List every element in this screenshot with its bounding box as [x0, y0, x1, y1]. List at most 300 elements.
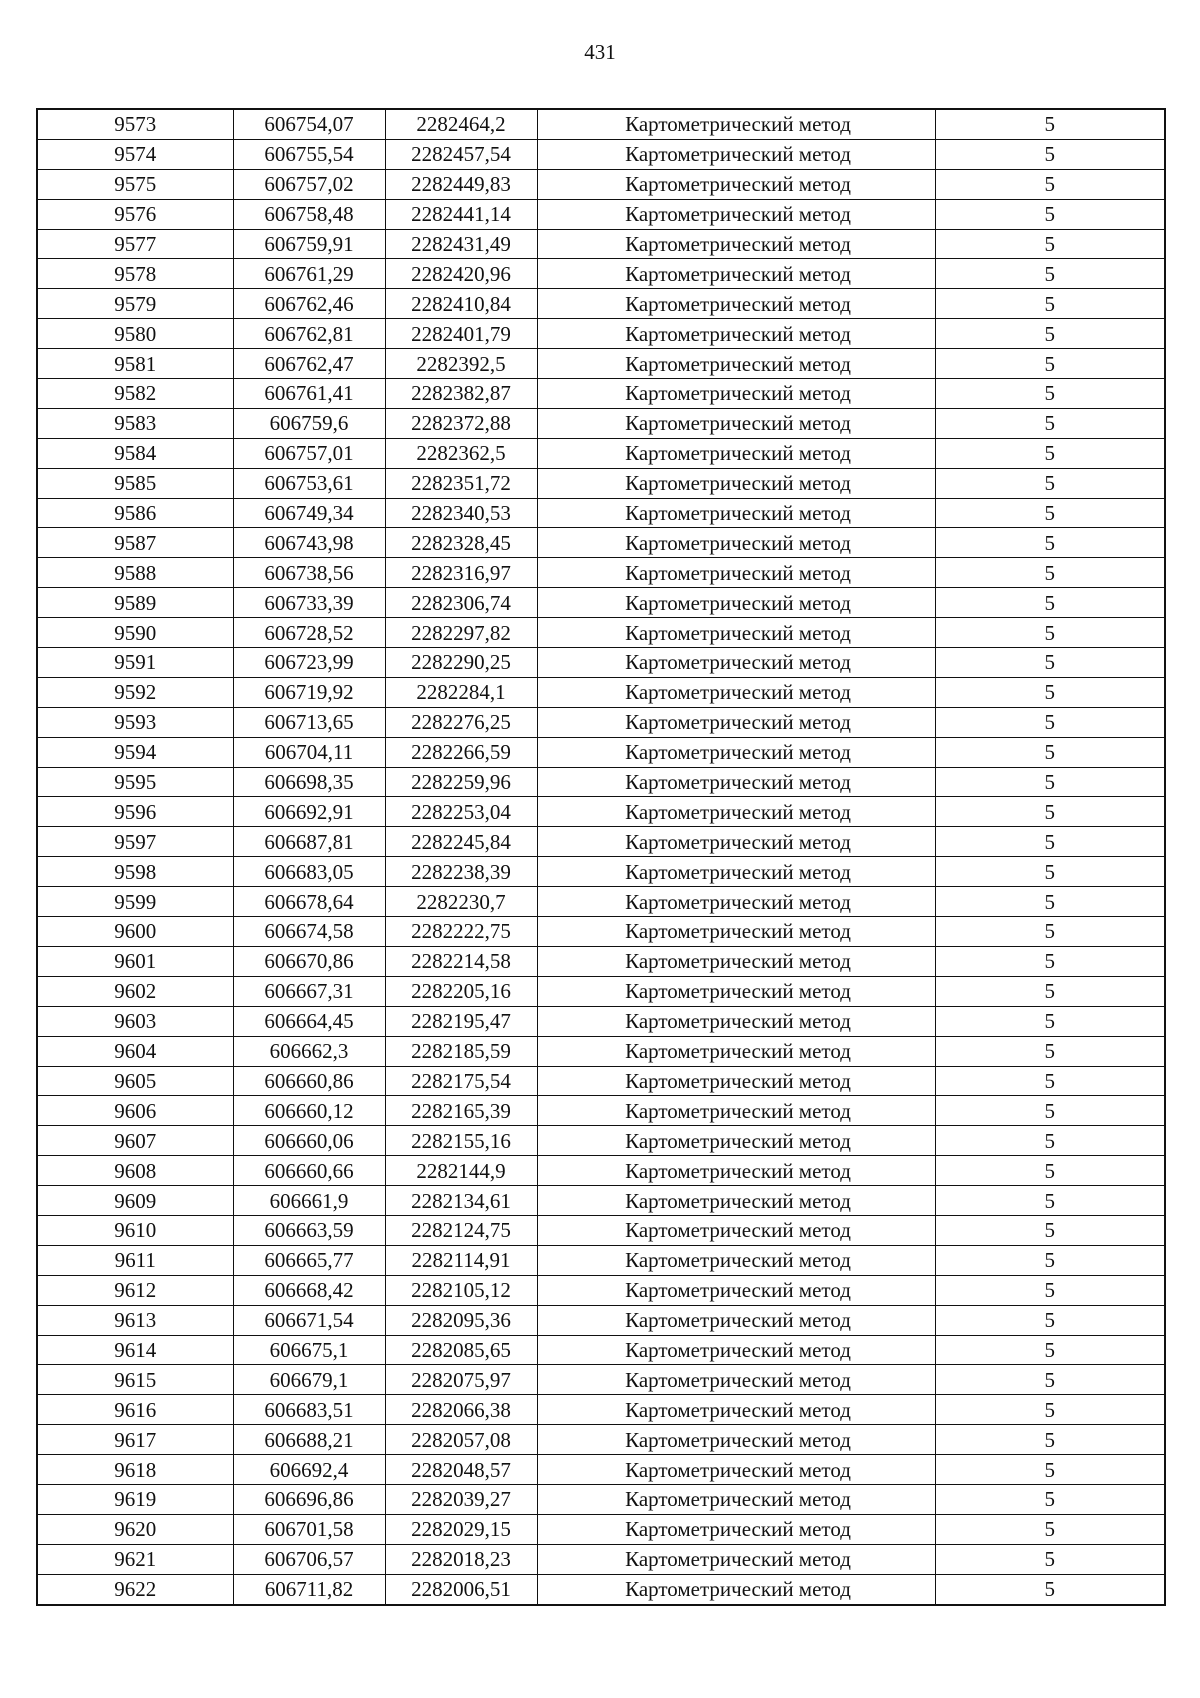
table-row	[37, 1395, 1165, 1425]
cell-coord-x: 606723,99	[233, 648, 385, 678]
cell-coord-y: 2282328,45	[385, 528, 537, 558]
cell-method: Картометрический метод	[537, 797, 935, 827]
cell-accuracy: 5	[935, 946, 1165, 976]
cell-point-number: 9582	[37, 379, 233, 409]
cell-accuracy: 5	[935, 588, 1165, 618]
cell-method: Картометрический метод	[537, 1006, 935, 1036]
cell-point-number: 9601	[37, 946, 233, 976]
cell-coord-y: 2282124,75	[385, 1215, 537, 1245]
cell-point-number: 9621	[37, 1544, 233, 1574]
cell-coord-y: 2282266,59	[385, 737, 537, 767]
cell-point-number: 9589	[37, 588, 233, 618]
cell-coord-y: 2282410,84	[385, 289, 537, 319]
cell-accuracy: 5	[935, 887, 1165, 917]
table-row	[37, 1484, 1165, 1514]
cell-coord-x: 606696,86	[233, 1484, 385, 1514]
cell-method: Картометрический метод	[537, 1036, 935, 1066]
table-row	[37, 797, 1165, 827]
cell-method: Картометрический метод	[537, 169, 935, 199]
cell-accuracy: 5	[935, 1096, 1165, 1126]
cell-accuracy: 5	[935, 109, 1165, 139]
cell-method: Картометрический метод	[537, 887, 935, 917]
cell-coord-x: 606759,6	[233, 408, 385, 438]
table-row	[37, 1365, 1165, 1395]
cell-method: Картометрический метод	[537, 677, 935, 707]
table-row	[37, 618, 1165, 648]
cell-coord-y: 2282175,54	[385, 1066, 537, 1096]
coordinates-table	[36, 108, 1166, 1606]
cell-method: Картометрический метод	[537, 737, 935, 767]
cell-method: Картометрический метод	[537, 229, 935, 259]
cell-point-number: 9590	[37, 618, 233, 648]
cell-coord-x: 606660,66	[233, 1156, 385, 1186]
cell-coord-y: 2282205,16	[385, 976, 537, 1006]
cell-coord-x: 606668,42	[233, 1275, 385, 1305]
cell-coord-x: 606762,81	[233, 319, 385, 349]
cell-point-number: 9594	[37, 737, 233, 767]
table-row	[37, 1006, 1165, 1036]
cell-coord-x: 606687,81	[233, 827, 385, 857]
cell-coord-x: 606753,61	[233, 468, 385, 498]
table-row	[37, 827, 1165, 857]
cell-coord-y: 2282392,5	[385, 349, 537, 379]
cell-method: Картометрический метод	[537, 1305, 935, 1335]
table-row	[37, 408, 1165, 438]
table-row	[37, 1425, 1165, 1455]
cell-coord-x: 606719,92	[233, 677, 385, 707]
table-row	[37, 259, 1165, 289]
cell-point-number: 9602	[37, 976, 233, 1006]
cell-coord-y: 2282114,91	[385, 1245, 537, 1275]
cell-coord-x: 606663,59	[233, 1215, 385, 1245]
cell-coord-y: 2282362,5	[385, 438, 537, 468]
cell-coord-y: 2282316,97	[385, 558, 537, 588]
cell-point-number: 9586	[37, 498, 233, 528]
table-row	[37, 349, 1165, 379]
table-row	[37, 1126, 1165, 1156]
cell-point-number: 9576	[37, 199, 233, 229]
cell-accuracy: 5	[935, 349, 1165, 379]
cell-method: Картометрический метод	[537, 588, 935, 618]
cell-coord-x: 606743,98	[233, 528, 385, 558]
cell-coord-x: 606675,1	[233, 1335, 385, 1365]
cell-point-number: 9580	[37, 319, 233, 349]
cell-point-number: 9599	[37, 887, 233, 917]
cell-accuracy: 5	[935, 1425, 1165, 1455]
cell-method: Картометрический метод	[537, 438, 935, 468]
cell-method: Картометрический метод	[537, 558, 935, 588]
table-row	[37, 677, 1165, 707]
cell-coord-y: 2282253,04	[385, 797, 537, 827]
cell-coord-y: 2282048,57	[385, 1455, 537, 1485]
table-row	[37, 558, 1165, 588]
cell-point-number: 9595	[37, 767, 233, 797]
cell-coord-y: 2282018,23	[385, 1544, 537, 1574]
cell-point-number: 9574	[37, 139, 233, 169]
table-row	[37, 1544, 1165, 1574]
cell-coord-y: 2282230,7	[385, 887, 537, 917]
cell-accuracy: 5	[935, 648, 1165, 678]
cell-method: Картометрический метод	[537, 1275, 935, 1305]
cell-method: Картометрический метод	[537, 857, 935, 887]
cell-accuracy: 5	[935, 259, 1165, 289]
cell-accuracy: 5	[935, 1484, 1165, 1514]
cell-coord-x: 606683,05	[233, 857, 385, 887]
cell-point-number: 9598	[37, 857, 233, 887]
cell-method: Картометрический метод	[537, 1425, 935, 1455]
table-row	[37, 438, 1165, 468]
cell-coord-x: 606711,82	[233, 1574, 385, 1604]
cell-point-number: 9616	[37, 1395, 233, 1425]
cell-point-number: 9609	[37, 1186, 233, 1216]
cell-method: Картометрический метод	[537, 1126, 935, 1156]
cell-coord-y: 2282075,97	[385, 1365, 537, 1395]
cell-coord-y: 2282449,83	[385, 169, 537, 199]
cell-coord-x: 606688,21	[233, 1425, 385, 1455]
cell-coord-x: 606701,58	[233, 1514, 385, 1544]
cell-coord-y: 2282401,79	[385, 319, 537, 349]
cell-accuracy: 5	[935, 468, 1165, 498]
table-row	[37, 1245, 1165, 1275]
cell-point-number: 9607	[37, 1126, 233, 1156]
cell-point-number: 9597	[37, 827, 233, 857]
cell-coord-x: 606660,12	[233, 1096, 385, 1126]
cell-method: Картометрический метод	[537, 498, 935, 528]
cell-accuracy: 5	[935, 438, 1165, 468]
table-row	[37, 1066, 1165, 1096]
cell-method: Картометрический метод	[537, 827, 935, 857]
cell-coord-x: 606664,45	[233, 1006, 385, 1036]
table-row	[37, 648, 1165, 678]
table-row	[37, 498, 1165, 528]
cell-method: Картометрический метод	[537, 767, 935, 797]
cell-coord-y: 2282259,96	[385, 767, 537, 797]
page-number: 431	[584, 40, 616, 64]
cell-point-number: 9606	[37, 1096, 233, 1126]
cell-coord-x: 606692,4	[233, 1455, 385, 1485]
cell-method: Картометрический метод	[537, 139, 935, 169]
cell-accuracy: 5	[935, 737, 1165, 767]
table-row	[37, 1275, 1165, 1305]
table-row	[37, 289, 1165, 319]
cell-accuracy: 5	[935, 528, 1165, 558]
cell-coord-x: 606749,34	[233, 498, 385, 528]
cell-coord-y: 2282276,25	[385, 707, 537, 737]
table-row	[37, 887, 1165, 917]
cell-coord-x: 606662,3	[233, 1036, 385, 1066]
cell-point-number: 9604	[37, 1036, 233, 1066]
cell-coord-y: 2282351,72	[385, 468, 537, 498]
table-row	[37, 767, 1165, 797]
cell-method: Картометрический метод	[537, 319, 935, 349]
cell-coord-y: 2282085,65	[385, 1335, 537, 1365]
cell-accuracy: 5	[935, 767, 1165, 797]
cell-coord-x: 606728,52	[233, 618, 385, 648]
table-row	[37, 1335, 1165, 1365]
cell-coord-y: 2282222,75	[385, 917, 537, 947]
cell-coord-x: 606671,54	[233, 1305, 385, 1335]
cell-coord-x: 606761,29	[233, 259, 385, 289]
cell-coord-x: 606733,39	[233, 588, 385, 618]
cell-coord-y: 2282006,51	[385, 1574, 537, 1604]
cell-point-number: 9608	[37, 1156, 233, 1186]
cell-method: Картометрический метод	[537, 1245, 935, 1275]
cell-method: Картометрический метод	[537, 259, 935, 289]
cell-coord-y: 2282306,74	[385, 588, 537, 618]
cell-method: Картометрический метод	[537, 1096, 935, 1126]
cell-accuracy: 5	[935, 1156, 1165, 1186]
cell-coord-x: 606670,86	[233, 946, 385, 976]
cell-accuracy: 5	[935, 1006, 1165, 1036]
cell-coord-x: 606757,01	[233, 438, 385, 468]
cell-accuracy: 5	[935, 1186, 1165, 1216]
cell-accuracy: 5	[935, 1544, 1165, 1574]
cell-coord-x: 606665,77	[233, 1245, 385, 1275]
cell-point-number: 9614	[37, 1335, 233, 1365]
table-row	[37, 588, 1165, 618]
cell-accuracy: 5	[935, 827, 1165, 857]
cell-method: Картометрический метод	[537, 917, 935, 947]
cell-point-number: 9620	[37, 1514, 233, 1544]
cell-point-number: 9587	[37, 528, 233, 558]
cell-coord-x: 606757,02	[233, 169, 385, 199]
cell-accuracy: 5	[935, 1215, 1165, 1245]
table-row	[37, 917, 1165, 947]
cell-method: Картометрический метод	[537, 1455, 935, 1485]
table-row	[37, 169, 1165, 199]
cell-method: Картометрический метод	[537, 976, 935, 1006]
cell-coord-x: 606678,64	[233, 887, 385, 917]
cell-coord-y: 2282185,59	[385, 1036, 537, 1066]
cell-coord-y: 2282464,2	[385, 109, 537, 139]
cell-point-number: 9617	[37, 1425, 233, 1455]
cell-coord-x: 606761,41	[233, 379, 385, 409]
cell-accuracy: 5	[935, 1305, 1165, 1335]
table-row	[37, 468, 1165, 498]
cell-accuracy: 5	[935, 1036, 1165, 1066]
table-row	[37, 1186, 1165, 1216]
cell-coord-y: 2282245,84	[385, 827, 537, 857]
cell-method: Картометрический метод	[537, 379, 935, 409]
cell-accuracy: 5	[935, 797, 1165, 827]
cell-point-number: 9573	[37, 109, 233, 139]
cell-point-number: 9619	[37, 1484, 233, 1514]
cell-coord-y: 2282066,38	[385, 1395, 537, 1425]
cell-coord-y: 2282155,16	[385, 1126, 537, 1156]
cell-point-number: 9577	[37, 229, 233, 259]
cell-point-number: 9593	[37, 707, 233, 737]
cell-point-number: 9591	[37, 648, 233, 678]
cell-point-number: 9579	[37, 289, 233, 319]
cell-coord-x: 606704,11	[233, 737, 385, 767]
cell-method: Картометрический метод	[537, 648, 935, 678]
cell-point-number: 9611	[37, 1245, 233, 1275]
cell-coord-x: 606674,58	[233, 917, 385, 947]
cell-accuracy: 5	[935, 1395, 1165, 1425]
cell-point-number: 9585	[37, 468, 233, 498]
cell-method: Картометрический метод	[537, 618, 935, 648]
table-row	[37, 1574, 1165, 1604]
cell-method: Картометрический метод	[537, 1395, 935, 1425]
cell-coord-y: 2282382,87	[385, 379, 537, 409]
cell-coord-x: 606661,9	[233, 1186, 385, 1216]
cell-point-number: 9612	[37, 1275, 233, 1305]
cell-method: Картометрический метод	[537, 468, 935, 498]
cell-accuracy: 5	[935, 1514, 1165, 1544]
cell-point-number: 9581	[37, 349, 233, 379]
cell-coord-x: 606698,35	[233, 767, 385, 797]
cell-method: Картометрический метод	[537, 408, 935, 438]
cell-method: Картометрический метод	[537, 1544, 935, 1574]
cell-method: Картометрический метод	[537, 349, 935, 379]
cell-coord-y: 2282029,15	[385, 1514, 537, 1544]
cell-point-number: 9592	[37, 677, 233, 707]
cell-accuracy: 5	[935, 199, 1165, 229]
cell-method: Картометрический метод	[537, 1574, 935, 1604]
cell-coord-y: 2282284,1	[385, 677, 537, 707]
cell-method: Картометрический метод	[537, 1365, 935, 1395]
cell-accuracy: 5	[935, 1574, 1165, 1604]
cell-point-number: 9603	[37, 1006, 233, 1036]
cell-method: Картометрический метод	[537, 1215, 935, 1245]
cell-coord-x: 606679,1	[233, 1365, 385, 1395]
coordinates-table-body	[37, 109, 1165, 1605]
cell-coord-y: 2282057,08	[385, 1425, 537, 1455]
table-row	[37, 229, 1165, 259]
cell-method: Картометрический метод	[537, 1514, 935, 1544]
cell-coord-x: 606762,47	[233, 349, 385, 379]
cell-accuracy: 5	[935, 1455, 1165, 1485]
cell-accuracy: 5	[935, 1335, 1165, 1365]
cell-coord-x: 606667,31	[233, 976, 385, 1006]
cell-coord-x: 606755,54	[233, 139, 385, 169]
cell-accuracy: 5	[935, 139, 1165, 169]
table-row	[37, 707, 1165, 737]
table-row	[37, 199, 1165, 229]
cell-coord-y: 2282165,39	[385, 1096, 537, 1126]
table-row	[37, 109, 1165, 139]
cell-coord-y: 2282039,27	[385, 1484, 537, 1514]
cell-point-number: 9584	[37, 438, 233, 468]
cell-point-number: 9622	[37, 1574, 233, 1604]
table-row	[37, 528, 1165, 558]
cell-coord-y: 2282238,39	[385, 857, 537, 887]
cell-coord-y: 2282214,58	[385, 946, 537, 976]
cell-method: Картометрический метод	[537, 946, 935, 976]
cell-coord-x: 606660,86	[233, 1066, 385, 1096]
cell-accuracy: 5	[935, 379, 1165, 409]
cell-point-number: 9618	[37, 1455, 233, 1485]
cell-point-number: 9575	[37, 169, 233, 199]
table-row	[37, 1156, 1165, 1186]
table-row	[37, 1215, 1165, 1245]
cell-point-number: 9605	[37, 1066, 233, 1096]
cell-coord-x: 606754,07	[233, 109, 385, 139]
cell-method: Картометрический метод	[537, 707, 935, 737]
cell-coord-x: 606738,56	[233, 558, 385, 588]
cell-method: Картометрический метод	[537, 528, 935, 558]
cell-accuracy: 5	[935, 1275, 1165, 1305]
cell-coord-y: 2282095,36	[385, 1305, 537, 1335]
table-row	[37, 319, 1165, 349]
cell-coord-y: 2282457,54	[385, 139, 537, 169]
cell-coord-y: 2282340,53	[385, 498, 537, 528]
cell-accuracy: 5	[935, 976, 1165, 1006]
cell-coord-y: 2282105,12	[385, 1275, 537, 1305]
cell-method: Картометрический метод	[537, 109, 935, 139]
cell-coord-x: 606660,06	[233, 1126, 385, 1156]
cell-point-number: 9588	[37, 558, 233, 588]
cell-method: Картометрический метод	[537, 199, 935, 229]
cell-coord-y: 2282134,61	[385, 1186, 537, 1216]
cell-coord-x: 606683,51	[233, 1395, 385, 1425]
cell-accuracy: 5	[935, 289, 1165, 319]
cell-coord-x: 606713,65	[233, 707, 385, 737]
cell-accuracy: 5	[935, 1066, 1165, 1096]
cell-accuracy: 5	[935, 618, 1165, 648]
cell-coord-y: 2282420,96	[385, 259, 537, 289]
cell-accuracy: 5	[935, 229, 1165, 259]
cell-accuracy: 5	[935, 857, 1165, 887]
table-row	[37, 976, 1165, 1006]
table-row	[37, 1455, 1165, 1485]
cell-coord-y: 2282441,14	[385, 199, 537, 229]
cell-accuracy: 5	[935, 677, 1165, 707]
cell-coord-y: 2282144,9	[385, 1156, 537, 1186]
cell-accuracy: 5	[935, 558, 1165, 588]
cell-accuracy: 5	[935, 319, 1165, 349]
cell-coord-y: 2282195,47	[385, 1006, 537, 1036]
table-row	[37, 1514, 1165, 1544]
cell-method: Картометрический метод	[537, 1066, 935, 1096]
cell-coord-x: 606762,46	[233, 289, 385, 319]
table-row	[37, 1036, 1165, 1066]
table-row	[37, 1305, 1165, 1335]
table-row	[37, 139, 1165, 169]
cell-coord-y: 2282290,25	[385, 648, 537, 678]
cell-point-number: 9615	[37, 1365, 233, 1395]
cell-point-number: 9578	[37, 259, 233, 289]
cell-coord-y: 2282297,82	[385, 618, 537, 648]
cell-accuracy: 5	[935, 169, 1165, 199]
cell-point-number: 9613	[37, 1305, 233, 1335]
cell-coord-x: 606758,48	[233, 199, 385, 229]
cell-accuracy: 5	[935, 1126, 1165, 1156]
cell-accuracy: 5	[935, 498, 1165, 528]
table-row	[37, 1096, 1165, 1126]
cell-point-number: 9596	[37, 797, 233, 827]
cell-coord-x: 606706,57	[233, 1544, 385, 1574]
cell-accuracy: 5	[935, 1245, 1165, 1275]
cell-coord-x: 606759,91	[233, 229, 385, 259]
cell-method: Картометрический метод	[537, 1484, 935, 1514]
cell-accuracy: 5	[935, 917, 1165, 947]
table-row	[37, 946, 1165, 976]
cell-method: Картометрический метод	[537, 1335, 935, 1365]
table-row	[37, 379, 1165, 409]
cell-point-number: 9583	[37, 408, 233, 438]
table-row	[37, 857, 1165, 887]
table-row	[37, 737, 1165, 767]
cell-method: Картометрический метод	[537, 289, 935, 319]
cell-coord-y: 2282372,88	[385, 408, 537, 438]
cell-method: Картометрический метод	[537, 1186, 935, 1216]
cell-accuracy: 5	[935, 1365, 1165, 1395]
cell-accuracy: 5	[935, 707, 1165, 737]
cell-method: Картометрический метод	[537, 1156, 935, 1186]
cell-coord-x: 606692,91	[233, 797, 385, 827]
cell-point-number: 9610	[37, 1215, 233, 1245]
